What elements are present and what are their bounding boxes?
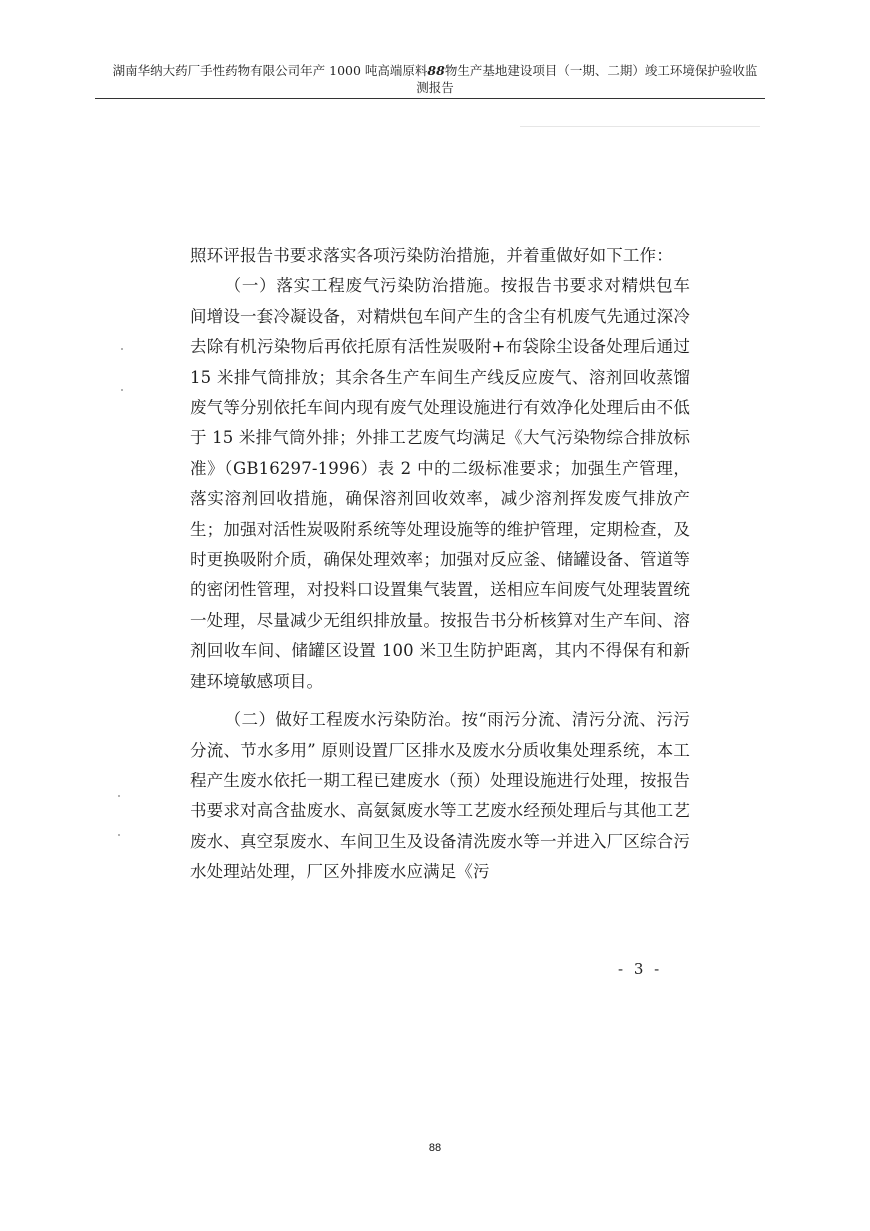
header-line-1 xyxy=(90,62,780,79)
scan-speck xyxy=(118,795,120,797)
scan-speck xyxy=(121,348,123,350)
paragraph-wastewater: （二）做好工程废水污染防治。按“雨污分流、清污分流、污污分流、节水多用” 原则设置厂区排水及废水分质收集处理系统，本工程产生废水依托一期工程已建废水（预）处理设施进行处理，按报告书要求对高含盐废水、高氨氮废水等工艺废水经预处理后与其他工艺废水、真空泵废水、车间卫生及设备清洗废水等一并进入厂区综合污水处理站处理，厂区外排废水应满足《污 xyxy=(190,710,690,882)
paragraph-intro: 照环评报告书要求落实各项污染防治措施，并着重做好如下工作： xyxy=(190,246,673,265)
paragraph-exhaust-gas: （一）落实工程废气污染防治措施。按报告书要求对精烘包车间增设一套冷凝设备，对精烘包车间产生的含尘有机废气先通过深冷去除有机污染物后再依托原有活性炭吸附+布袋除尘设备处理后通过 15 米排气筒排放；其余各生产车间生产线反应废气、溶剂回收蒸馏废气等分别依托车间内现有废气处理设施进行有效净化处理后由不低于 15 米排气筒外排；外排工艺废气均满足《大气污染物综合排放标准》（GB16297-1996）表 2 中的二级标准要求；加强生产管理，落实溶剂回收措施，确保溶剂回收效率，减少溶剂挥发废气排放产生；加强对活性炭吸附系统等处理设施等的维护管理，定期检查，及时更换吸附介质，确保处理效率；加强对反应釜、储罐设备、管道等的密闭性管理，对投料口设置集气装置，送相应车间废气处理装置统一处理，尽量减少无组织排放量。按报告书分析核算对生产车间、溶剂回收车间、储罐区设置 100 米卫生防护距离，其内不得保有和新建环境敏感项目。 xyxy=(190,276,690,691)
page-number: - 3 - xyxy=(618,960,663,978)
header-line-1-suffix: 物生产基地建设项目（一期、二期）竣工环境保护验收监 xyxy=(444,63,758,78)
header-page-reference: 88 xyxy=(427,63,445,78)
document-body xyxy=(190,241,690,888)
running-header xyxy=(90,62,780,96)
header-line-2: 测报告 xyxy=(416,80,454,95)
scan-speck xyxy=(121,389,123,391)
header-divider xyxy=(95,98,765,99)
faint-scan-line xyxy=(520,126,760,127)
scan-speck xyxy=(118,834,120,836)
footer-page-number: 88 xyxy=(428,1142,442,1154)
header-line-1-prefix: 湖南华纳大药厂手性药物有限公司年产 1000 吨高端原料 xyxy=(112,63,428,78)
